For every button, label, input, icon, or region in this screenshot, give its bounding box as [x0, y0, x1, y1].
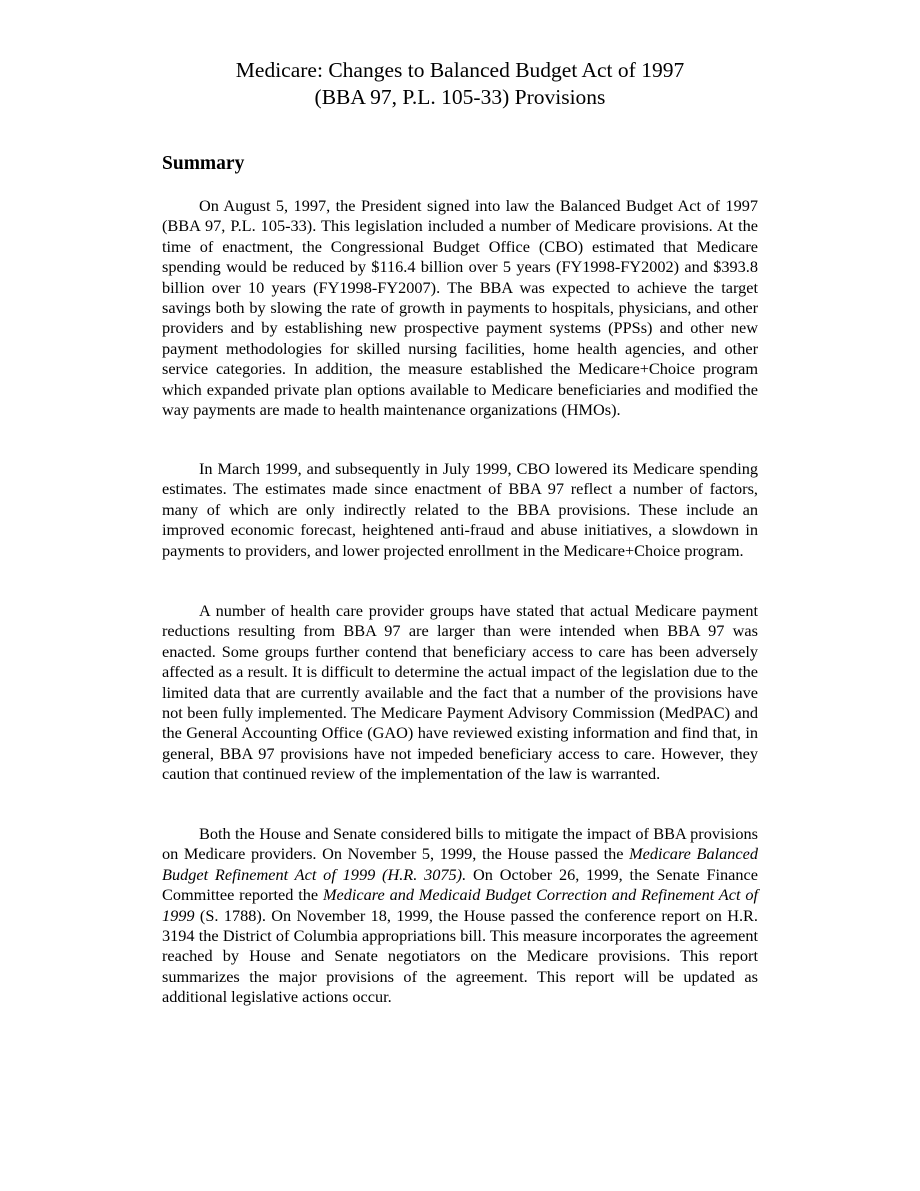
summary-paragraph-1: On August 5, 1997, the President signed into law the Balanced Budget Act of 1997 (BBA 97, P.L. 105-33). This legislation included a number of Medicare provisions. At the time of enactment, the Congressional Budget Office (CBO) estimated that Medicare spending would be reduced by $116.4 billion over 5 years (FY1998-FY2002) and $393.8 billion over 10 years (FY1998-FY2007). The BBA was expected to achieve the target savings both by slowing the rate of growth in payments to hospitals, physicians, and other providers and by establishing new prospective payment systems (PPSs) and other new payment methodologies for skilled nursing facilities, home health agencies, and other service categories. In addition, the measure established the Medicare+Choice program which expanded private plan options available to Medicare beneficiaries and modified the way payments are made to health maintenance organizations (HMOs). — [162, 196, 758, 420]
section-heading-summary: Summary — [162, 153, 245, 174]
paragraph-4-text-2: On October 26, 1999, the Senate Finance Committee reported the — [162, 864, 758, 905]
summary-paragraph-3: A number of health care provider groups have stated that actual Medicare payment reductions resulting from BBA 97 are larger than were intended when BBA 97 was enacted. Some groups further contend that beneficiary access to care has been adversely affected as a result. It is difficult to determine the actual impact of the legislation due to the limited data that are currently available and the fact that a number of the provisions have not been fully implemented. The Medicare Payment Advisory Commission (MedPAC) and the General Accounting Office (GAO) have reviewed existing information and find that, in general, BBA 97 provisions have not impeded beneficiary access to care. However, they caution that continued review of the implementation of the law is warranted. — [162, 601, 758, 784]
title-line-1: Medicare: Changes to Balanced Budget Act of 1997 — [235, 58, 685, 82]
summary-paragraph-4 — [162, 824, 758, 1008]
summary-paragraph-2: In March 1999, and subsequently in July 1999, CBO lowered its Medicare spending estimates. The estimates made since enactment of BBA 97 reflect a number of factors, many of which are only indirectly related to the BBA provisions. These include an improved economic forecast, heightened anti-fraud and abuse initiatives, a slowdown in payments to providers, and lower projected enrollment in the Medicare+Choice program. — [162, 459, 758, 560]
bill-title-hr3075: Medicare Balanced Budget Refinement Act of 1999 (H.R. 3075). — [162, 844, 758, 884]
paragraph-4-text-3: (S. 1788). On November 18, 1999, the House passed the conference report on H.R. 3194 the District of Columbia appropriations bill. This measure incorporates the agreement reached by House and Senate negotiators on the Medicare provisions. This report summarizes the major provisions of the agreement. This report will be updated as additional legislative actions occur. — [162, 905, 758, 1007]
paragraph-4-text-1: Both the House and Senate considered bills to mitigate the impact of BBA provisions on Medicare providers. On November 5, 1999, the House passed the — [162, 824, 758, 864]
title-line-2: (BBA 97, P.L. 105-33) Provisions — [314, 85, 606, 109]
document-title — [150, 57, 770, 111]
bill-title-s1788: Medicare and Medicaid Budget Correction and Refinement Act of 1999 — [162, 885, 758, 925]
